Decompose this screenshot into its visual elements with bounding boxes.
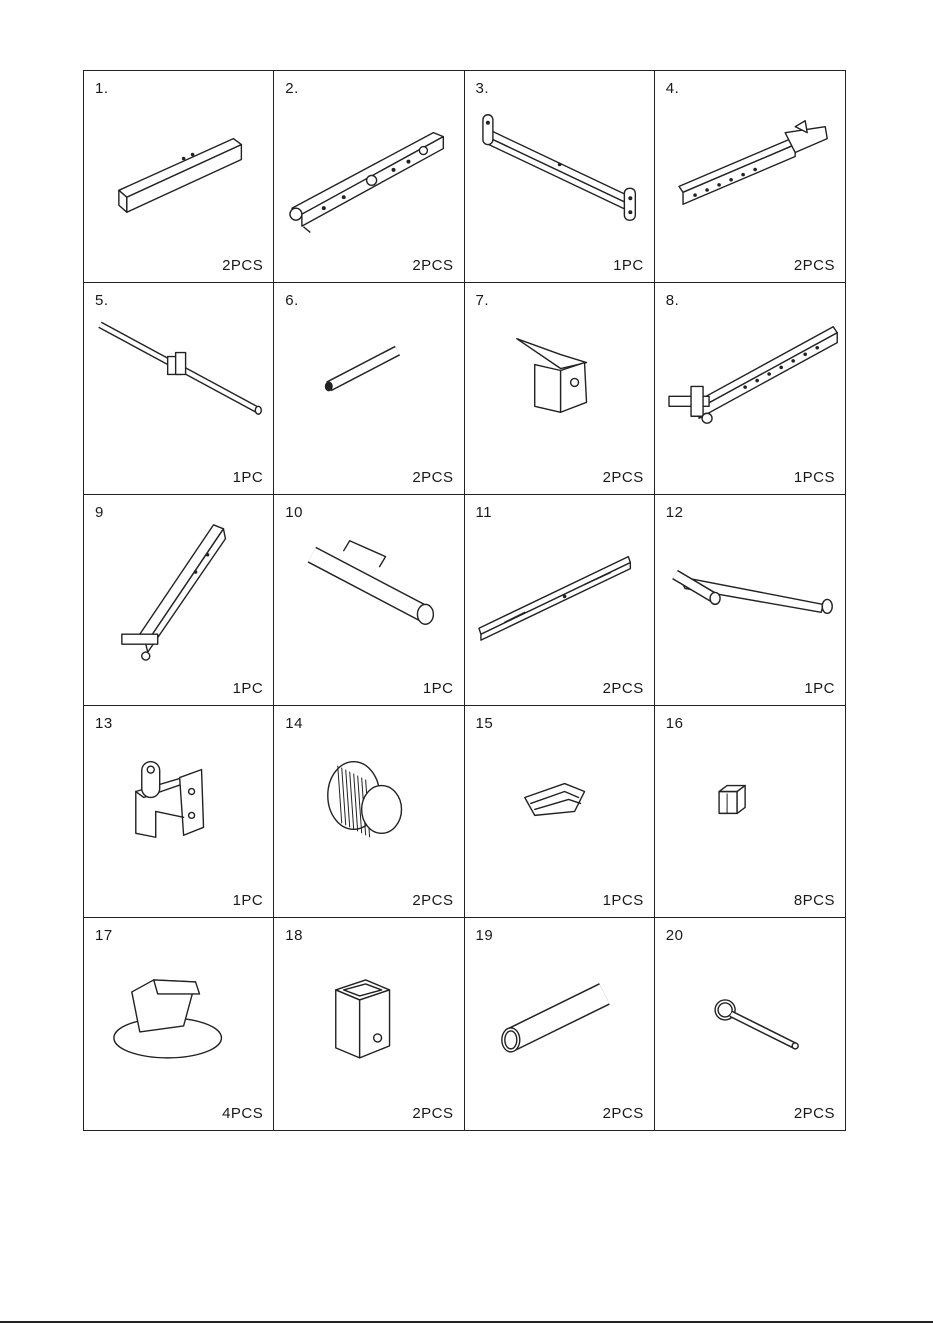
u-bracket-icon (84, 706, 273, 917)
adjustable-arm-with-bracket-icon (655, 71, 845, 282)
part-quantity: 2PCS (412, 1105, 454, 1122)
part-cell-1 (84, 71, 274, 283)
round-sleeve-icon (465, 918, 654, 1130)
part-cell-12 (655, 495, 845, 707)
square-end-cap-icon (655, 706, 845, 917)
crossbar-with-end-plates-icon (465, 71, 654, 282)
pull-pin-icon (655, 918, 845, 1130)
part-cell-6 (274, 283, 464, 495)
round-bar-with-bracket-icon (84, 283, 273, 494)
part-number: 9 (95, 503, 104, 521)
part-cell-5 (84, 283, 274, 495)
part-quantity: 1PC (613, 256, 644, 274)
part-cell-13 (84, 706, 274, 918)
short-round-tube-icon (274, 283, 463, 494)
part-quantity: 2PCS (412, 468, 454, 486)
part-number: 18 (285, 927, 303, 945)
part-cell-9 (84, 495, 274, 707)
square-sleeve-icon (274, 918, 463, 1130)
part-number: 12 (665, 503, 684, 521)
tube-with-bracket-icon (274, 495, 463, 706)
part-number: 20 (665, 927, 684, 945)
part-cell-18 (274, 918, 464, 1130)
square-tube-icon (84, 71, 273, 282)
perforated-channel-bar-icon (274, 71, 463, 282)
part-quantity: 1PC (804, 680, 835, 698)
perforated-frame-assembly-icon (655, 283, 845, 494)
part-number: 5. (95, 291, 109, 309)
part-number: 8. (665, 291, 680, 309)
part-cell-15 (465, 706, 655, 918)
part-cell-20 (655, 918, 845, 1130)
part-number: 7. (475, 291, 490, 309)
part-number: 11 (475, 503, 493, 521)
part-quantity: 2PCS (602, 1105, 644, 1122)
part-quantity: 2PCS (602, 680, 644, 698)
part-cell-7 (465, 283, 655, 495)
parts-list-grid (83, 70, 846, 1131)
part-quantity: 4PCS (222, 1105, 264, 1122)
part-quantity: 2PCS (602, 468, 644, 486)
part-quantity: 2PCS (793, 256, 835, 274)
part-cell-8 (655, 283, 845, 495)
part-quantity: 1PCS (602, 892, 644, 910)
part-number: 6. (285, 291, 299, 309)
part-cell-2 (274, 71, 464, 283)
foam-roller-icon (274, 706, 463, 917)
part-quantity: 1PC (232, 468, 264, 486)
part-quantity: 2PCS (222, 256, 264, 274)
part-number: 4. (665, 80, 680, 97)
page-bottom-rule (0, 1321, 933, 1323)
part-cell-14 (274, 706, 464, 918)
foot-pad-icon (84, 918, 273, 1130)
part-quantity: 1PC (232, 892, 264, 910)
part-number: 14 (285, 715, 303, 733)
part-cell-19 (465, 918, 655, 1130)
part-quantity: 2PCS (793, 1105, 835, 1122)
part-number: 17 (95, 927, 113, 945)
part-quantity: 1PC (232, 680, 264, 698)
part-number: 19 (475, 927, 494, 945)
part-number: 13 (95, 715, 113, 733)
part-cell-10 (274, 495, 464, 707)
part-quantity: 1PC (422, 680, 454, 698)
part-number: 1. (95, 80, 109, 97)
upright-post-icon (84, 495, 273, 706)
clip-set-icon (465, 706, 654, 917)
angle-bracket-icon (465, 283, 654, 494)
handle-bar-icon (655, 495, 845, 706)
part-number: 2. (285, 80, 299, 97)
part-quantity: 1PCS (793, 468, 835, 486)
part-number: 15 (475, 715, 494, 733)
part-cell-11 (465, 495, 655, 707)
part-number: 16 (665, 715, 684, 733)
part-cell-4 (655, 71, 845, 283)
part-quantity: 2PCS (412, 256, 454, 274)
part-number: 3. (475, 80, 490, 97)
part-number: 10 (285, 503, 303, 521)
part-cell-3 (465, 71, 655, 283)
slotted-rail-icon (465, 495, 654, 706)
part-quantity: 8PCS (793, 892, 835, 910)
part-cell-17 (84, 918, 274, 1130)
part-cell-16 (655, 706, 845, 918)
part-quantity: 2PCS (412, 892, 454, 910)
